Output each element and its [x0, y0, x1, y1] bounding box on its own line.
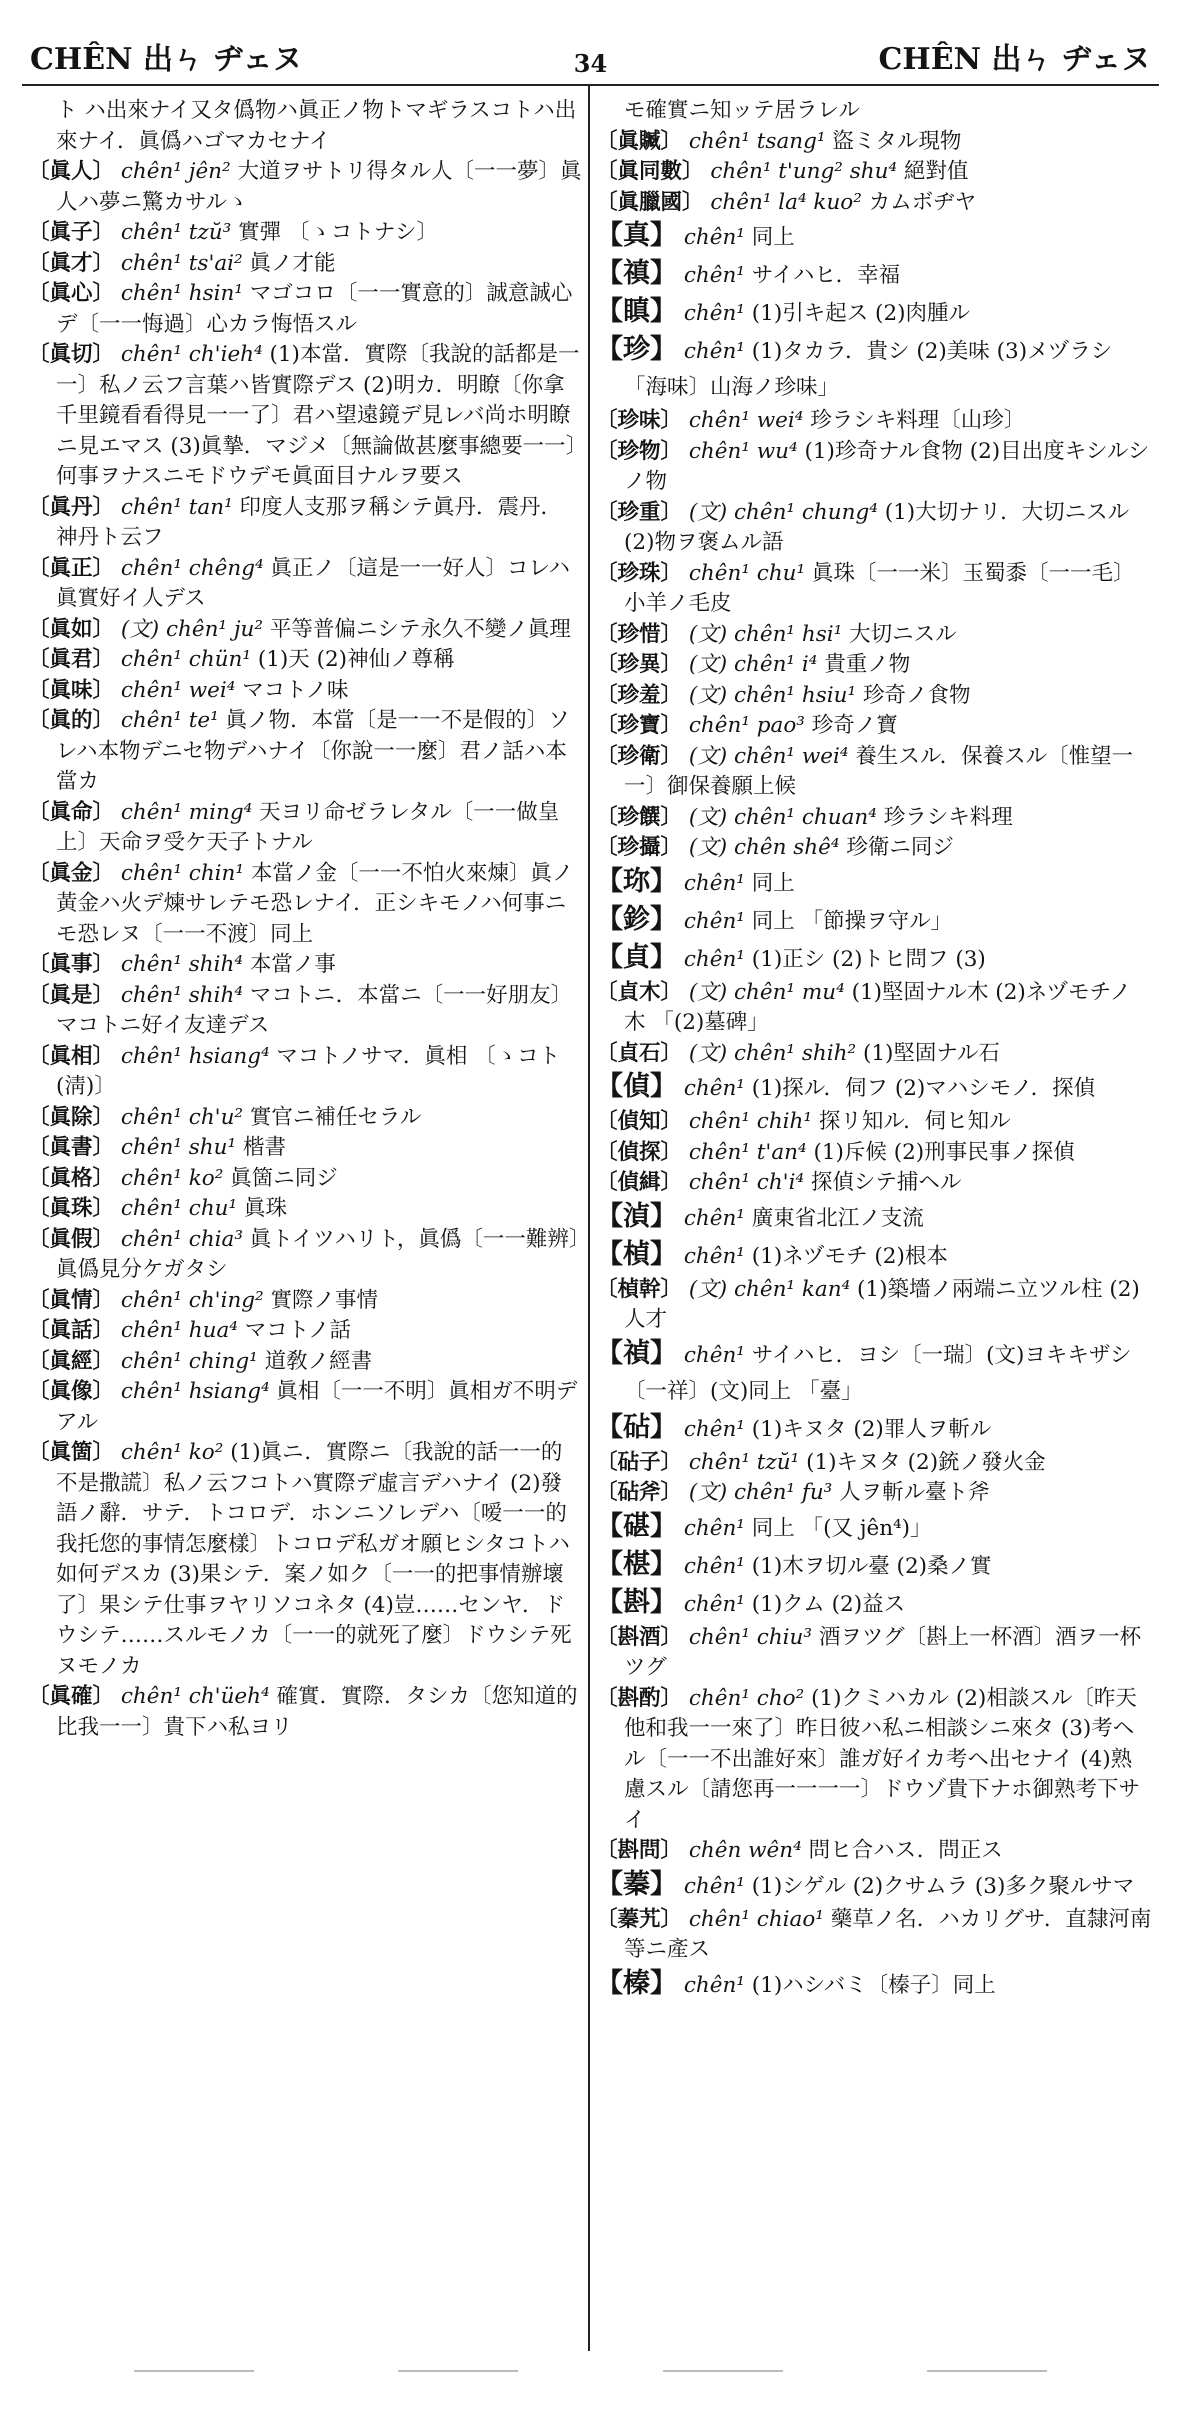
entry-gloss: (1)本當．實際〔我說的話都是一一〕私ノ云フ言葉ハ皆實際デス (2)明カ．明瞭〔你拿千里鏡看看得見一一了〕君ハ望遠鏡デ見レバ尚ホ明瞭ニ見エマス (3)眞摯．マジメ〔無論做甚麼事總要一一〕何事ヲナスニモドウデモ眞面目ナルヲ要ス: [56, 342, 580, 489]
dictionary-entry: [596, 498, 1152, 559]
entry-romanization: chên¹ ching¹: [120, 1348, 258, 1374]
dictionary-entry: [596, 1966, 1152, 2004]
dictionary-entry: [596, 256, 1152, 294]
entry-head-character: 【椹】: [596, 1548, 677, 1580]
dictionary-entry: [596, 1836, 1152, 1867]
entry-headword: 〔珍衛〕: [596, 743, 683, 769]
entry-gloss: (1)珍奇ナル食物 (2)目出度キシルシノ物: [624, 438, 1150, 494]
entry-gloss: (1)築墻ノ兩端ニ立ツル柱 (2)人才: [624, 1276, 1140, 1332]
dictionary-entry: [596, 650, 1152, 681]
entry-head-character: 【湞】: [596, 1200, 677, 1232]
entry-head-character: 【偵】: [596, 1071, 677, 1102]
dictionary-entry: [596, 864, 1152, 902]
entry-gloss: (1)ネヅモチ (2)根本: [751, 1243, 948, 1269]
entry-gloss: 同上 「(又 jên⁴)」: [751, 1515, 932, 1541]
entry-gloss: 本當ノ金〔一一不怕火來煉〕眞ノ黃金ハ火デ煉サレテモ恐レナイ．正シキモノハ何事ニモ恐レヌ〔一一不渡〕同上: [56, 860, 574, 947]
footer-rule: [927, 2370, 1047, 2372]
entry-romanization: chên¹ chu¹: [120, 1196, 238, 1221]
dictionary-entry: [596, 940, 1152, 978]
entry-romanization: chên¹ ch'üeh⁴: [120, 1684, 270, 1709]
entry-romanization: chên¹ ch'i⁴: [688, 1170, 805, 1195]
dictionary-entry: [596, 742, 1152, 803]
dictionary-entry: [28, 218, 582, 249]
dictionary-entry: [596, 1199, 1152, 1237]
entry-headword: 〔珍饌〕: [596, 804, 683, 830]
entry-headword: 〔眞格〕: [28, 1165, 115, 1191]
entry-gloss: サイハヒ．ヨシ〔一瑞〕(文)ヨキキザシ〔一祥〕(文)同上 「臺」: [624, 1342, 1132, 1404]
entry-headword: 〔眞味〕: [28, 677, 115, 703]
entry-headword: 〔斟酒〕: [596, 1624, 683, 1650]
entry-gloss: (1)シゲル (2)クサムラ (3)多ク聚ルサマ: [751, 1873, 1135, 1899]
dictionary-entry: [28, 645, 582, 676]
entry-romanization: (文) chên¹ wei⁴: [688, 743, 849, 769]
entry-headword: 〔珍羞〕: [596, 682, 683, 708]
entry-head-character: 【真】: [596, 220, 677, 251]
entry-gloss: 眞正ノ〔這是一一好人〕コレハ眞實好イ人デス: [56, 555, 570, 611]
dictionary-entry: [596, 1039, 1152, 1070]
footer-rule: [398, 2370, 518, 2372]
entry-romanization: (文) chên¹ i⁴: [688, 652, 818, 677]
entry-headword: 〔眞同數〕: [596, 159, 704, 184]
entry-romanization: chên¹ la⁴ kuo²: [710, 189, 862, 215]
entry-gloss: (1)引キ起ス (2)肉腫ル: [751, 301, 971, 326]
entry-gloss: 藥草ノ名．ハカリグサ．直隸河南等ニ產ス: [624, 1906, 1152, 1962]
entry-gloss: 實彈 〔ゝコトナシ〕: [238, 220, 438, 245]
header-left: CHÊN 出ㄣ ヂェヌ: [30, 42, 303, 77]
entry-romanization: chên¹: [683, 1553, 745, 1579]
entry-gloss: (1)木ヲ切ル臺 (2)桑ノ實: [751, 1553, 992, 1579]
entry-headword: 〔眞子〕: [28, 220, 115, 245]
entry-gloss: (1)キヌタ (2)罪人ヲ斬ル: [751, 1416, 992, 1442]
entry-gloss: (1)堅固ナル木 (2)ネヅモチノ木 「(2)墓碑」: [624, 979, 1132, 1035]
footer-rule: [663, 2370, 783, 2372]
entry-romanization: chên¹ chün¹: [120, 647, 251, 672]
entry-romanization: (文) chên¹ hsi¹: [688, 621, 843, 647]
dictionary-entry: [596, 1478, 1152, 1509]
dictionary-entry: [596, 1684, 1152, 1837]
entry-headword: 〔眞臘國〕: [596, 189, 704, 215]
entry-romanization: chên¹ ko²: [120, 1440, 224, 1465]
entry-headword: 〔貞石〕: [596, 1040, 683, 1066]
entry-gloss: 絕對值: [903, 159, 969, 184]
entry-gloss: 探偵シテ捕ヘル: [810, 1170, 962, 1195]
entry-romanization: (文) chên¹ shih²: [688, 1040, 857, 1066]
entry-headword: 〔珍珠〕: [596, 560, 683, 586]
entry-romanization: chên¹ wei⁴: [688, 408, 804, 433]
entry-gloss: 大切ニスル: [849, 621, 957, 647]
dictionary-entry: [596, 188, 1152, 219]
dictionary-entry: [596, 332, 1152, 406]
entry-headword: 〔眞贓〕: [596, 128, 683, 154]
page-header: [22, 18, 1159, 86]
entry-headword: 〔眞經〕: [28, 1348, 115, 1374]
entry-head-character: 【珎】: [596, 865, 677, 897]
entry-romanization: chên¹ tsang¹: [688, 128, 826, 154]
dictionary-entry: [596, 437, 1152, 498]
entry-romanization: (文) chên¹ fu³: [688, 1480, 833, 1505]
entry-headword: 〔眞情〕: [28, 1287, 115, 1313]
entry-headword: 〔珍重〕: [596, 499, 683, 525]
entry-headword: 〔眞正〕: [28, 555, 115, 581]
entry-headword: 〔蓁艽〕: [596, 1906, 683, 1932]
entry-headword: 〔砧斧〕: [596, 1480, 683, 1505]
entry-romanization: chên¹ t'an⁴: [688, 1139, 807, 1165]
entry-headword: 〔斟酌〕: [596, 1685, 683, 1711]
dictionary-entry: [596, 1509, 1152, 1547]
entry-head-character: 【禛】: [596, 258, 677, 289]
dictionary-entry: [28, 1286, 582, 1317]
entry-gloss: (1)堅固ナル石: [862, 1040, 1000, 1066]
page-number: 34: [573, 49, 608, 78]
entry-gloss: (1)クム (2)益ス: [751, 1591, 906, 1617]
entry-gloss: 眞相〔一一不明〕眞相ガ不明デアル: [56, 1379, 578, 1435]
dictionary-entry: [596, 1275, 1152, 1336]
entry-romanization: chên¹: [683, 1972, 745, 1998]
entry-gloss: (1)ハシバミ〔榛子〕同上: [751, 1972, 996, 1998]
entry-romanization: chên¹ wei⁴: [120, 677, 236, 703]
entry-romanization: chên¹ t'ung² shu⁴: [710, 159, 898, 184]
entry-romanization: chên¹: [683, 1591, 745, 1617]
entry-gloss: (1)キヌタ (2)銃ノ發火金: [806, 1449, 1046, 1475]
entry-headword: 〔眞丹〕: [28, 494, 115, 520]
entry-headword: 〔眞書〕: [28, 1135, 115, 1160]
entry-gloss: 養生スル．保養スル〔惟望一一〕御保養願上候: [624, 743, 1134, 799]
entry-gloss: 實際ノ事情: [270, 1287, 379, 1313]
entry-romanization: chên¹ te¹: [120, 708, 219, 733]
entry-gloss: マゴコロ〔一一實意的〕誠意誠心デ〔一一悔過〕心カラ悔悟スル: [56, 281, 573, 337]
entry-gloss: 同上 「節操ヲ守ル」: [751, 908, 953, 934]
entry-gloss: (1)タカラ．貴シ (2)美味 (3)メヅラシ 「海味〕山海ノ珍味」: [624, 339, 1113, 400]
dictionary-entry: [596, 1237, 1152, 1275]
dictionary-entry: [28, 798, 582, 859]
entry-headword: 〔眞珠〕: [28, 1196, 115, 1221]
entry-romanization: chên¹: [683, 1076, 745, 1101]
entry-romanization: (文) chên¹ ju²: [120, 616, 264, 642]
entry-gloss: 同上: [751, 870, 795, 896]
dictionary-entry: [596, 711, 1152, 742]
dictionary-entry: [28, 1133, 582, 1164]
dictionary-entry: [596, 1867, 1152, 1905]
entry-gloss: (1)大切ナリ．大切ニスル (2)物ヲ褒ムル語: [624, 499, 1130, 555]
entry-gloss: 酒ヲツグ〔斟上一杯酒〕酒ヲ一杯ツグ: [624, 1624, 1142, 1680]
entry-romanization: chên¹ cho²: [688, 1685, 805, 1711]
entry-romanization: chên¹: [683, 908, 745, 934]
dictionary-entry: [28, 1347, 582, 1378]
entry-headword: 〔珍惜〕: [596, 621, 683, 647]
entry-gloss: 珍奇ノ寶: [811, 713, 898, 738]
entry-gloss: 眞箇ニ同ジ: [230, 1165, 338, 1191]
entry-romanization: chên¹ hsin¹: [120, 281, 243, 306]
entry-headword: 〔眞話〕: [28, 1318, 115, 1343]
entry-romanization: (文) chên¹ kan⁴: [688, 1276, 851, 1302]
entry-gloss: 確實．實際．タシカ〔您知道的比我一一〕貴下ハ私ヨリ: [56, 1684, 578, 1740]
entry-romanization: chên¹ chiao¹: [688, 1906, 824, 1932]
entry-romanization: chên¹ ts'ai²: [120, 250, 243, 276]
dictionary-entry: [596, 1623, 1152, 1684]
entry-headword: 〔眞金〕: [28, 860, 115, 886]
entry-romanization: (文) chên¹ mu⁴: [688, 979, 845, 1005]
entry-gloss: 眞珠: [243, 1196, 287, 1221]
entry-gloss: 問ヒ合ハス．問正ス: [808, 1838, 1003, 1863]
entry-romanization: chên¹: [683, 946, 745, 972]
entry-head-character: 【貞】: [596, 941, 677, 973]
entry-headword: 〔偵緝〕: [596, 1170, 683, 1195]
entry-headword: 〔斟問〕: [596, 1838, 683, 1863]
entry-headword: 〔眞確〕: [28, 1684, 115, 1709]
entry-romanization: chên¹ ch'u²: [120, 1104, 244, 1130]
dictionary-entry: [28, 1438, 582, 1682]
entry-headword: 〔眞心〕: [28, 281, 115, 306]
entry-gloss: (1)眞ニ．實際ニ〔我說的話一一的不是撒謊〕私ノ云フコトハ實際デ虛言デハナイ (2)發語ノ辭．サテ．トコロデ．ホンニソレデハ〔嗳一一的我托您的事情怎麼樣〕トコロデ私ガオ願ヒシタコトハ如何デスカ (3)果シテ．案ノ如ク〔一一的把事情辦壞了〕果シテ仕事ヲヤリソコネタ (4)豈……センヤ．ドウシテ……スルモノカ〔一一的就死了麼〕ドウシテ死ヌモノカ: [56, 1440, 572, 1679]
entry-head-character: 【斟】: [596, 1586, 677, 1618]
dictionary-entry: [596, 1107, 1152, 1138]
dictionary-entry: [28, 554, 582, 615]
entry-romanization: chên¹ chih¹: [688, 1109, 813, 1134]
entry-romanization: (文) chên shê⁴: [688, 835, 840, 860]
entry-headword: 〔珍物〕: [596, 438, 683, 464]
entry-romanization: chên¹: [683, 870, 745, 896]
header-right: CHÊN 出ㄣ ヂェヌ: [878, 42, 1151, 77]
dictionary-entry: [28, 340, 582, 493]
entry-headword: 〔珍攝〕: [596, 835, 683, 860]
entry-romanization: (文) chên¹ chung⁴: [688, 499, 878, 525]
dictionary-entry: [596, 1547, 1152, 1585]
entry-romanization: chên¹: [683, 301, 745, 326]
dictionary-entry: [596, 1905, 1152, 1966]
entry-romanization: chên¹ ko²: [120, 1165, 224, 1191]
entry-gloss: 珍衛ニ同ジ: [846, 835, 954, 860]
dictionary-entry: [596, 96, 1152, 127]
right-column: [590, 86, 1158, 2351]
entry-headword: 〔珍味〕: [596, 408, 683, 433]
entry-head-character: 【榛】: [596, 1967, 677, 1999]
dictionary-entry: [28, 279, 582, 340]
entry-gloss: 大道ヲサトリ得タル人〔一一夢〕眞人ハ夢ニ驚カサルゝ: [56, 159, 582, 215]
entry-romanization: chên¹ chia³: [120, 1226, 243, 1252]
entry-gloss: ト ハ出來ナイ又タ僞物ハ眞正ノ物トマギラスコトハ出來ナイ．眞僞ハゴマカセナイ: [56, 98, 577, 154]
entry-romanization: chên¹ chin¹: [120, 860, 245, 886]
dictionary-entry: [28, 1194, 582, 1225]
entry-gloss: 眞珠〔一一米〕玉蜀黍〔一一毛〕小羊ノ毛皮: [624, 560, 1135, 616]
entry-headword: 〔眞才〕: [28, 250, 115, 276]
entry-romanization: chên¹: [683, 1873, 745, 1899]
dictionary-entry: [596, 1448, 1152, 1479]
entry-gloss: 人ヲ斬ル臺ト斧: [839, 1480, 990, 1505]
entry-gloss: 珍奇ノ食物: [862, 682, 971, 708]
page-body: [22, 86, 1159, 2351]
dictionary-entry: [596, 1410, 1152, 1448]
entry-headword: 〔眞命〕: [28, 799, 115, 825]
entry-headword: 〔眞事〕: [28, 952, 115, 977]
entry-romanization: chên¹: [683, 225, 745, 250]
dictionary-entry: [28, 1316, 582, 1347]
entry-gloss: サイハヒ．幸福: [751, 263, 901, 288]
entry-romanization: chên¹ wu⁴: [688, 438, 798, 464]
entry-gloss: 楷書: [242, 1135, 286, 1160]
dictionary-entry: [28, 1164, 582, 1195]
entry-gloss: マコトノサマ．眞相 〔ゝコト(淸)〕: [56, 1043, 561, 1099]
entry-headword: 〔眞切〕: [28, 342, 115, 367]
entry-gloss: 探リ知ル．伺ヒ知ル: [818, 1109, 1011, 1134]
entry-headword: 〔眞除〕: [28, 1104, 115, 1130]
dictionary-entry: [596, 294, 1152, 332]
entry-gloss: 同上: [751, 225, 795, 250]
dictionary-entry: [596, 833, 1152, 864]
footer-rule: [134, 2370, 254, 2372]
entry-romanization: chên¹ shu¹: [120, 1135, 237, 1160]
entry-romanization: chên¹ hsiang⁴: [120, 1379, 270, 1404]
dictionary-entry: [596, 559, 1152, 620]
dictionary-entry: [596, 1585, 1152, 1623]
dictionary-entry: [28, 96, 582, 157]
entry-headword: 〔眞君〕: [28, 647, 115, 672]
dictionary-entry: [28, 1682, 582, 1743]
entry-romanization: chên¹: [683, 1342, 745, 1368]
entry-romanization: chên¹: [683, 339, 745, 364]
entry-headword: 〔珍寶〕: [596, 713, 683, 738]
entry-gloss: マコトノ味: [242, 677, 349, 703]
dictionary-entry: [596, 406, 1152, 437]
dictionary-entry: [596, 218, 1152, 256]
entry-head-character: 【砧】: [596, 1411, 677, 1443]
entry-head-character: 【瞋】: [596, 296, 677, 327]
dictionary-entry: [28, 493, 582, 554]
entry-romanization: chên¹: [683, 263, 745, 288]
entry-headword: 〔珍異〕: [596, 652, 683, 677]
dictionary-entry: [596, 1069, 1152, 1107]
entry-romanization: chên¹ chêng⁴: [120, 555, 264, 581]
dictionary-entry: [596, 902, 1152, 940]
dictionary-entry: [28, 706, 582, 798]
dictionary-entry: [28, 1042, 582, 1103]
entry-gloss: 印度人支那ヲ稱シテ眞丹．震丹．神丹ト云フ: [56, 494, 563, 550]
entry-romanization: chên¹ tan¹: [120, 494, 233, 520]
entry-gloss: 廣東省北江ノ支流: [751, 1205, 924, 1231]
dictionary-entry: [596, 978, 1152, 1039]
entry-romanization: chên¹: [683, 1243, 745, 1269]
entry-headword: 〔貞木〕: [596, 979, 683, 1005]
entry-gloss: (1)天 (2)神仙ノ尊稱: [257, 647, 455, 672]
entry-gloss: 眞ノ才能: [249, 250, 336, 276]
entry-head-character: 【珍】: [596, 334, 677, 365]
entry-gloss: 眞トイツハリト，眞僞〔一一難辨〕眞僞見分ケガタシ: [56, 1226, 580, 1282]
entry-head-character: 【楨】: [596, 1238, 677, 1270]
dictionary-entry: [596, 620, 1152, 651]
entry-romanization: (文) chên¹ chuan⁴: [688, 804, 877, 830]
entry-gloss: モ確實ニ知ッテ居ラレル: [624, 98, 860, 123]
entry-headword: 〔偵探〕: [596, 1139, 683, 1165]
entry-romanization: chên¹: [683, 1515, 745, 1541]
entry-gloss: カムボヂヤ: [868, 189, 977, 215]
entry-gloss: 珍ラシキ料理〔山珍〕: [810, 408, 1026, 433]
entry-gloss: マコトノ話: [244, 1318, 351, 1343]
entry-gloss: (1)斥候 (2)刑事民事ノ探偵: [813, 1139, 1075, 1165]
entry-gloss: (1)探ル．伺フ (2)マハシモノ．探偵: [751, 1076, 1096, 1101]
entry-romanization: chên¹ hsiang⁴: [120, 1043, 270, 1069]
dictionary-entry: [28, 615, 582, 646]
dictionary-entry: [28, 1225, 582, 1286]
entry-headword: 〔偵知〕: [596, 1109, 683, 1134]
dictionary-entry: [596, 127, 1152, 158]
entry-gloss: 天ヨリ命ゼラレタル〔一一做皇上〕天命ヲ受ケ天子トナル: [56, 799, 560, 855]
left-column: [22, 86, 590, 2351]
entry-gloss: 珍ラシキ料理: [883, 804, 1013, 830]
entry-head-character: 【鉁】: [596, 903, 677, 935]
page-footer: [22, 2351, 1159, 2391]
entry-gloss: マコトニ．本當ニ〔一一好朋友〕マコトニ好イ友達デス: [56, 982, 573, 1038]
entry-headword: 〔眞是〕: [28, 982, 115, 1008]
entry-romanization: chên¹ hua⁴: [120, 1318, 238, 1343]
entry-romanization: chên¹ shih⁴: [120, 982, 243, 1008]
dictionary-entry: [596, 1336, 1152, 1410]
entry-romanization: chên¹ ch'ing²: [120, 1287, 264, 1313]
dictionary-entry: [28, 1377, 582, 1438]
entry-gloss: 貴重ノ物: [824, 652, 911, 677]
entry-romanization: (文) chên¹ hsiu¹: [688, 682, 857, 708]
entry-gloss: (1)正シ (2)トヒ問フ (3): [751, 946, 986, 972]
entry-head-character: 【蓁】: [596, 1868, 677, 1900]
entry-romanization: chên¹ jên²: [120, 159, 231, 184]
entry-romanization: chên¹: [683, 1205, 745, 1231]
entry-gloss: 本當ノ事: [249, 952, 336, 977]
entry-headword: 〔眞假〕: [28, 1226, 115, 1252]
entry-headword: 〔眞人〕: [28, 159, 115, 184]
entry-romanization: chên¹ chu¹: [688, 560, 806, 586]
entry-gloss: 盜ミタル現物: [832, 128, 962, 154]
dictionary-entry: [596, 1168, 1152, 1199]
entry-romanization: chên¹ shih⁴: [120, 952, 243, 977]
dictionary-entry: [28, 981, 582, 1042]
entry-headword: 〔楨幹〕: [596, 1276, 683, 1302]
entry-gloss: 眞ノ物．本當〔是一一不是假的〕ソレハ本物デニセ物デハナイ〔你說一一麼〕君ノ話ハ本當カ: [56, 708, 570, 794]
dictionary-entry: [28, 249, 582, 280]
dictionary-entry: [28, 157, 582, 218]
entry-headword: 〔眞的〕: [28, 708, 115, 733]
entry-gloss: 平等普偏ニシテ永久不變ノ眞理: [269, 616, 571, 642]
dictionary-entry: [596, 1138, 1152, 1169]
entry-romanization: chên¹ ming⁴: [120, 799, 253, 825]
dictionary-entry: [28, 676, 582, 707]
dictionary-entry: [596, 681, 1152, 712]
dictionary-entry: [28, 950, 582, 981]
entry-headword: 〔眞相〕: [28, 1043, 115, 1069]
entry-headword: 〔眞箇〕: [28, 1440, 115, 1465]
entry-romanization: chên¹ ch'ieh⁴: [120, 342, 263, 367]
entry-gloss: 實官ニ補任セラル: [249, 1104, 422, 1130]
entry-romanization: chên¹ tzŭ³: [120, 220, 232, 245]
entry-headword: 〔眞像〕: [28, 1379, 115, 1404]
entry-head-character: 【禎】: [596, 1337, 677, 1369]
entry-gloss: 道敎ノ經書: [264, 1348, 373, 1374]
dictionary-entry: [28, 1103, 582, 1134]
dictionary-entry: [596, 803, 1152, 834]
entry-headword: 〔砧子〕: [596, 1449, 683, 1475]
entry-romanization: chên¹ tzŭ¹: [688, 1449, 800, 1475]
dictionary-entry: [596, 157, 1152, 188]
entry-head-character: 【碪】: [596, 1510, 677, 1542]
dictionary-entry: [28, 859, 582, 951]
entry-romanization: chên¹ chiu³: [688, 1624, 813, 1650]
entry-headword: 〔眞如〕: [28, 616, 115, 642]
entry-gloss: (1)クミハカル (2)相談スル〔昨天他和我一一來了〕昨日彼ハ私ニ相談シニ來タ (3)考ヘル〔一一不出誰好來〕誰ガ好イカ考ヘ出セナイ (4)熟慮スル〔請您再一一一一〕ドウゾ貴下ナホ御熟考下サイ: [624, 1685, 1141, 1833]
entry-romanization: chên¹ pao³: [688, 713, 805, 738]
entry-romanization: chên¹: [683, 1416, 745, 1442]
entry-romanization: chên wên⁴: [688, 1838, 802, 1863]
